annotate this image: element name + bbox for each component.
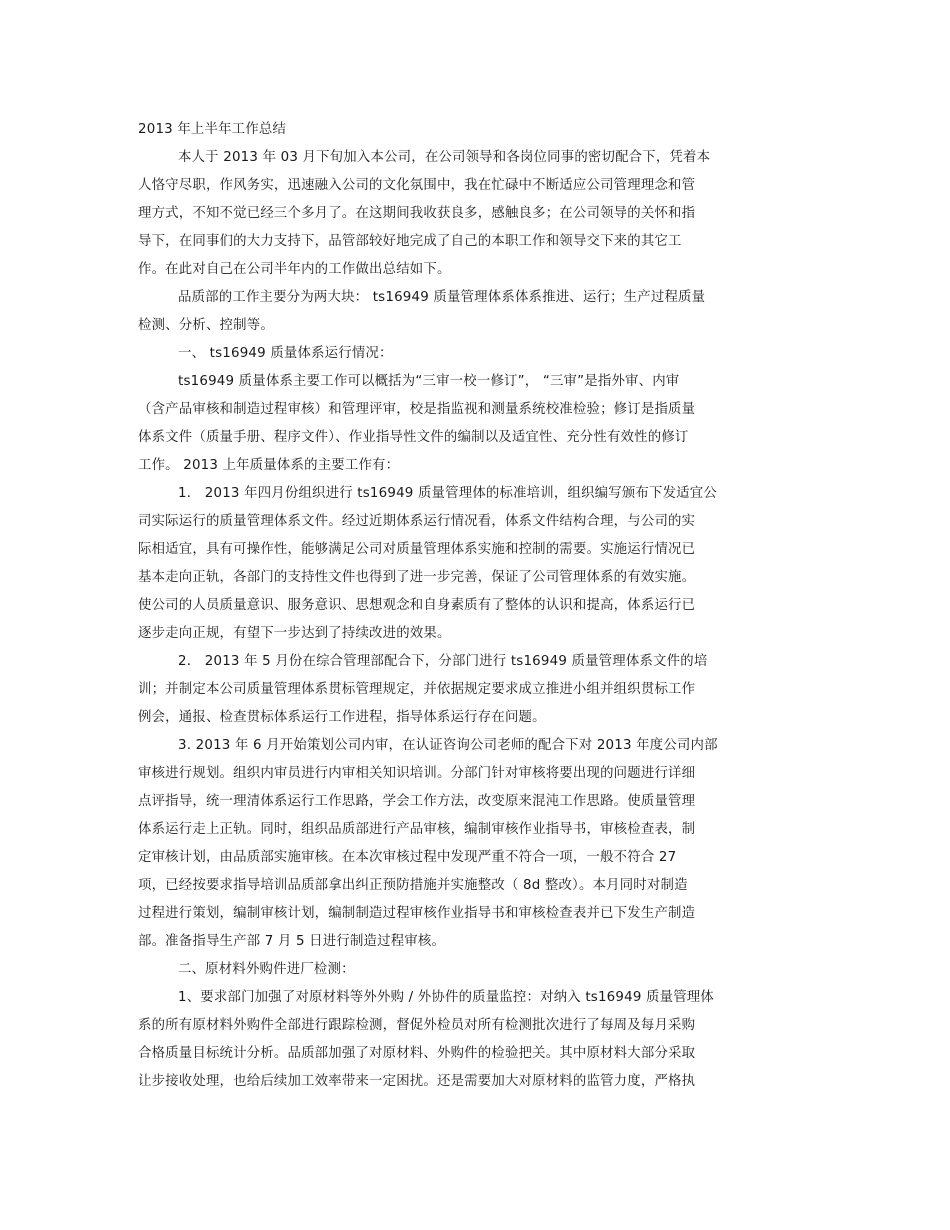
paragraph-line: 2． 2013 年 5 月份在综合管理部配合下，分部门进行 ts16949 质量管理体系文件的培 [178,654,708,669]
paragraph-line: 训；并制定本公司质量管理体系贯标管理规定，并依据规定要求成立推进小组并组织贯标工作 [138,682,696,697]
paragraph-line: 部。准备指导生产部 7 月 5 日进行制造过程审核。 [138,934,446,949]
section-heading: 二、原材料外购件进厂检测： [178,962,355,977]
paragraph-line: 例会，通报、检查贯标体系运行工作进程，指导体系运行存在问题。 [138,710,546,725]
paragraph-line: 定审核计划，由品质部实施审核。在本次审核过程中发现严重不符合一项，一般不符合 27 [138,850,677,865]
paragraph-line: 审核进行规划。组织内审员进行内审相关知识培训。分部门针对审核将要出现的问题进行详细 [138,766,696,781]
paragraph-line: 过程进行策划，编制审核计划，编制制造过程审核作业指导书和审核检查表并已下发生产制造 [138,906,696,921]
paragraph-line: 系的所有原材料外购件全部进行跟踪检测，督促外检员对所有检测批次进行了每周及每月采购 [138,1018,696,1033]
paragraph-line: 品质部的工作主要分为两大块： ts16949 质量管理体系体系推进、运行；生产过程质量 [178,290,706,305]
paragraph-line: 体系文件（质量手册、程序文件）、作业指导性文件的编制以及适宜性、充分性有效性的修订 [138,430,689,445]
paragraph-line: 基本走向正轨，各部门的支持性文件也得到了进一步完善，保证了公司管理体系的有效实施。 [138,570,696,585]
paragraph-line: 1． 2013 年四月份组织进行 ts16949 质量管理体的标准培训，组织编写颁布下发适宜公 [178,486,717,501]
paragraph-line: 人恪守尽职，作风务实，迅速融入公司的文化氛围中，我在忙碌中不断适应公司管理理念和管 [138,178,696,193]
paragraph-line: 理方式，不知不觉已经三个多月了。在这期间我收获良多，感触良多；在公司领导的关怀和指 [138,206,696,221]
paragraph-line: 本人于 2013 年 03 月下旬加入本公司，在公司领导和各岗位同事的密切配合下，凭着本 [178,150,711,165]
paragraph-line: （含产品审核和制造过程审核）和管理评审，校是指监视和测量系统校准检验；修订是指质量 [138,402,696,417]
paragraph-line: 1、要求部门加强了对原材料等外外购 / 外协件的质量监控：对纳入 ts16949 质量管理体 [178,990,714,1005]
paragraph-line: 使公司的人员质量意识、服务意识、思想观念和自身素质有了整体的认识和提高，体系运行已 [138,598,696,613]
document-title: 2013 年上半年工作总结 [138,122,287,137]
paragraph-line: 导下，在同事们的大力支持下，品管部较好地完成了自己的本职工作和领导交下来的其它工 [138,234,682,249]
paragraph-line: 工作。 2013 上年质量体系的主要工作有： [138,458,400,473]
paragraph-line: 际相适宜，具有可操作性，能够满足公司对质量管理体系实施和控制的需要。实施运行情况已 [138,542,696,557]
paragraph-line: 让步接收处理，也给后续加工效率带来一定困扰。还是需要加大对原材料的监管力度，严格执 [138,1074,696,1089]
paragraph-line: 合格质量目标统计分析。品质部加强了对原材料、外购件的检验把关。其中原材料大部分采取 [138,1046,696,1061]
paragraph-line: 点评指导，统一理清体系运行工作思路，学会工作方法，改变原来混沌工作思路。使质量管理 [138,794,696,809]
paragraph-line: 项，已经按要求指导培训品质部拿出纠正预防措施并实施整改（ 8d 整改）。本月同时对制造 [138,878,688,893]
paragraph-line: 逐步走向正规，有望下一步达到了持续改进的效果。 [138,626,451,641]
paragraph-line: 司实际运行的质量管理体系文件。经过近期体系运行情况看，体系文件结构合理，与公司的实 [138,514,696,529]
section-heading: 一、 ts16949 质量体系运行情况： [178,346,393,361]
paragraph-line: ts16949 质量体系主要工作可以概括为“三审一校一修订”， “三审”是指外审、内审 [178,374,680,389]
paragraph-line: 体系运行走上正轨。同时，组织品质部进行产品审核，编制审核作业指导书，审核检查表，制 [138,822,696,837]
paragraph-line: 检测、分析、控制等。 [138,318,274,333]
paragraph-line: 作。在此对自己在公司半年内的工作做出总结如下。 [138,262,451,277]
paragraph-line: 3. 2013 年 6 月开始策划公司内审，在认证咨询公司老师的配合下对 2013 年度公司内部 [178,738,718,753]
